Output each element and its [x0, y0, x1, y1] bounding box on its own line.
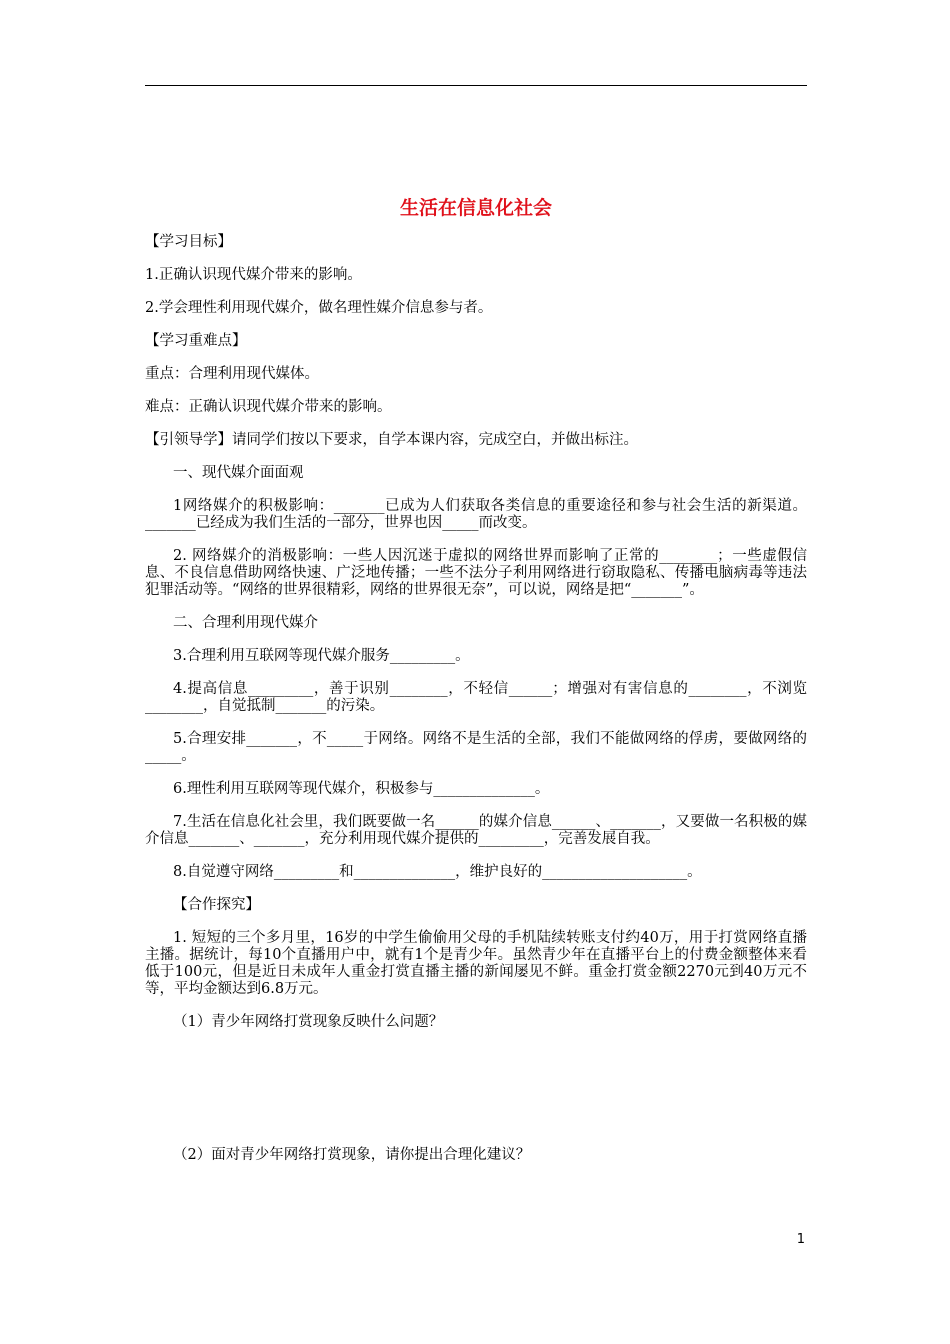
inquiry-question-1: （1）青少年网络打赏现象反映什么问题？	[173, 1014, 444, 1030]
question-4: 4.提高信息_________，善于识别________，不轻信______；增强对有害信息的________，不浏览________，自觉抵制_______的污染。	[145, 681, 807, 714]
header-rule	[145, 85, 807, 86]
question-8: 8.自觉遵守网络_________和______________，维护良好的____________________。	[173, 864, 702, 880]
inquiry-question-2: （2）面对青少年网络打赏现象，请你提出合理化建议？	[173, 1147, 531, 1163]
case-study-text: 1. 短短的三个多月里，16岁的中学生偷偷用父母的手机陆续转账支付约40万，用于打赏网络直播主播。据统计，每10个直播用户中，就有1个是青少年。虽然青少年在直播平台上的付费金额整体来看低于100元，但是近日未成年人重金打赏直播主播的新闻屡见不鲜。重金打赏金额2270元到40万元不等，平均金额达到6.8万元。	[145, 930, 807, 997]
difficult-point: 难点：正确认识现代媒介带来的影响。	[145, 399, 392, 415]
section-heading-key-points: 【学习重难点】	[145, 333, 247, 349]
question-5: 5.合理安排_______，不_____于网络。网络不是生活的全部，我们不能做网络的俘虏，要做网络的_____。	[145, 731, 807, 764]
question-1: 1网络媒介的积极影响：_______已成为人们获取各类信息的重要途径和参与社会生活的新渠道。_______已经成为我们生活的一部分，世界也因_____而改变。	[145, 498, 807, 531]
question-2: 2. 网络媒介的消极影响：一些人因沉迷于虚拟的网络世界而影响了正常的________；一些虚假信息、不良信息借助网络快速、广泛地传播；一些不法分子利用网络进行窃取隐私、传播电脑病毒等违法犯罪活动等。“网络的世界很精彩，网络的世界很无奈”，可以说，网络是把“_______”。	[145, 548, 807, 598]
document-body	[145, 196, 807, 1180]
section-heading-objectives: 【学习目标】	[145, 234, 232, 250]
key-point: 重点：合理利用现代媒体。	[145, 366, 319, 382]
answer-space	[145, 1047, 807, 1147]
section-heading-media-overview: 一、现代媒介面面观	[173, 465, 304, 481]
document-title: 生活在信息化社会	[399, 197, 552, 219]
objective-1: 1.正确认识现代媒介带来的影响。	[145, 267, 362, 283]
section-heading-rational-use: 二、合理利用现代媒介	[173, 615, 318, 631]
objective-2: 2.学会理性利用现代媒介，做名理性媒介信息参与者。	[145, 300, 493, 316]
question-3: 3.合理利用互联网等现代媒介服务_________。	[173, 648, 470, 664]
page-number: 1	[796, 1232, 805, 1247]
question-6: 6.理性利用互联网等现代媒介，积极参与______________。	[173, 781, 550, 797]
guided-study-intro: 【引领导学】请同学们按以下要求，自学本课内容，完成空白，并做出标注。	[145, 432, 638, 448]
section-heading-cooperative-inquiry: 【合作探究】	[173, 897, 260, 913]
question-7: 7.生活在信息化社会里，我们既要做一名______的媒介信息______、_______，又要做一名积极的媒介信息_______、_______，充分利用现代媒介提供的_________，完善发展自我。	[145, 814, 807, 847]
